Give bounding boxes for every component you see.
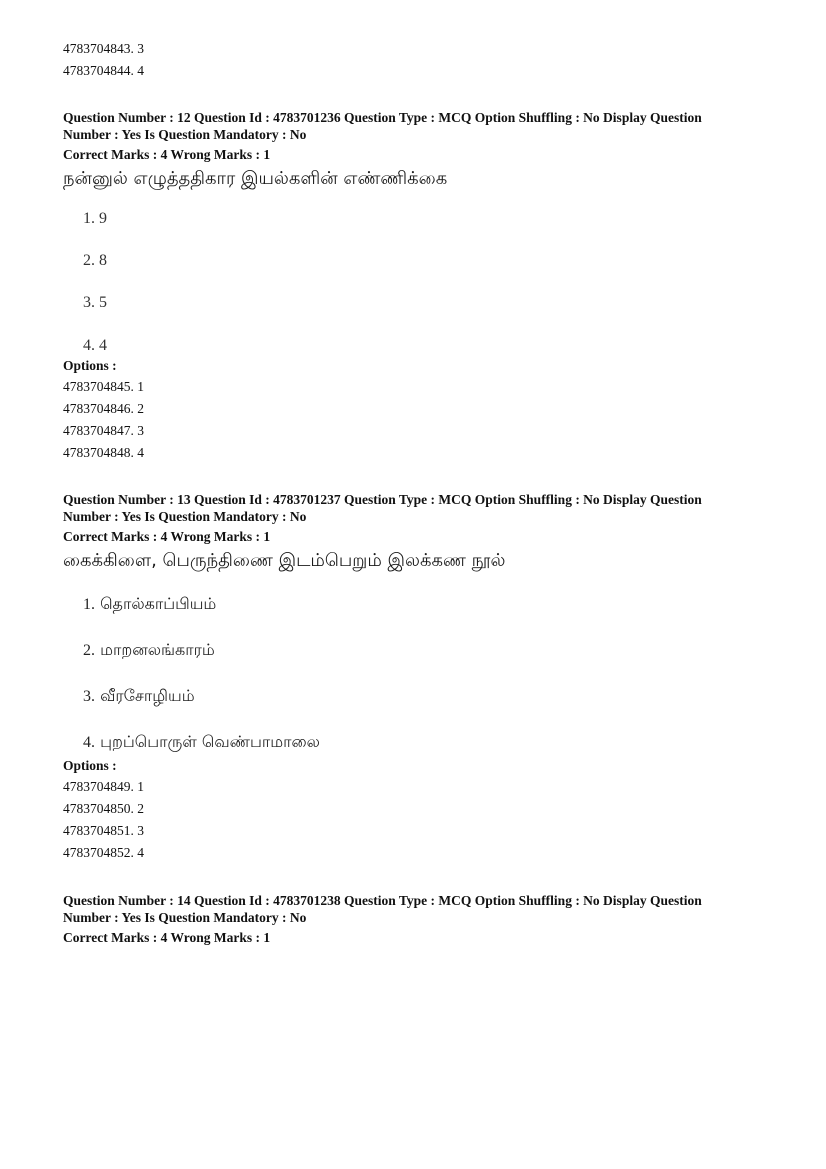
question-12-header-cont: Number : Yes Is Question Mandatory : No [63,127,307,142]
question-13-text: கைக்கிளை, பெருந்திணை இடம்பெறும் இலக்கண நூல் [63,550,506,571]
question-12-options-label: Options : [63,358,117,373]
question-13-header-cont: Number : Yes Is Question Mandatory : No [63,509,307,524]
question-12-text: நன்னுல் எழுத்ததிகார இயல்களின் எண்ணிக்கை [63,168,448,189]
choice-number: 4. [83,734,95,751]
option-id: 4783704843. 3 [63,41,144,56]
question-13-choice [83,732,320,753]
choice-number: 3. [83,688,95,705]
question-12-choice: 4. 4 [83,337,107,354]
option-id: 4783704844. 4 [63,63,144,78]
question-13-choice [83,686,195,707]
option-id: 4783704846. 2 [63,401,144,416]
choice-text: தொல்காப்பியம் [100,594,217,613]
choice-text: புறப்பொருள் வெண்பாமாலை [100,732,320,751]
question-12-choice: 2. 8 [83,252,107,269]
question-13-marks: Correct Marks : 4 Wrong Marks : 1 [63,529,271,544]
question-14-header: Question Number : 14 Question Id : 4783701238 Question Type : MCQ Option Shuffling : No Display Question [63,893,702,908]
question-13-options-label: Options : [63,758,117,773]
choice-number: 2. [83,642,95,659]
question-13-choice [83,594,216,615]
option-id: 4783704845. 1 [63,379,144,394]
question-12-choice: 1. 9 [83,210,107,227]
option-id: 4783704850. 2 [63,801,144,816]
choice-text: மாறனலங்காரம் [100,640,215,659]
option-id: 4783704848. 4 [63,445,144,460]
question-12-choice: 3. 5 [83,294,107,311]
question-13-header: Question Number : 13 Question Id : 4783701237 Question Type : MCQ Option Shuffling : No Display Question [63,492,702,507]
question-14-header-cont: Number : Yes Is Question Mandatory : No [63,910,307,925]
option-id: 4783704849. 1 [63,779,144,794]
question-13-choice [83,640,215,661]
choice-number: 1. [83,596,95,613]
choice-text: வீரசோழியம் [100,686,195,705]
question-12-marks: Correct Marks : 4 Wrong Marks : 1 [63,147,271,162]
option-id: 4783704851. 3 [63,823,144,838]
question-12-header: Question Number : 12 Question Id : 4783701236 Question Type : MCQ Option Shuffling : No Display Question [63,110,702,125]
option-id: 4783704852. 4 [63,845,144,860]
question-14-marks: Correct Marks : 4 Wrong Marks : 1 [63,930,271,945]
option-id: 4783704847. 3 [63,423,144,438]
